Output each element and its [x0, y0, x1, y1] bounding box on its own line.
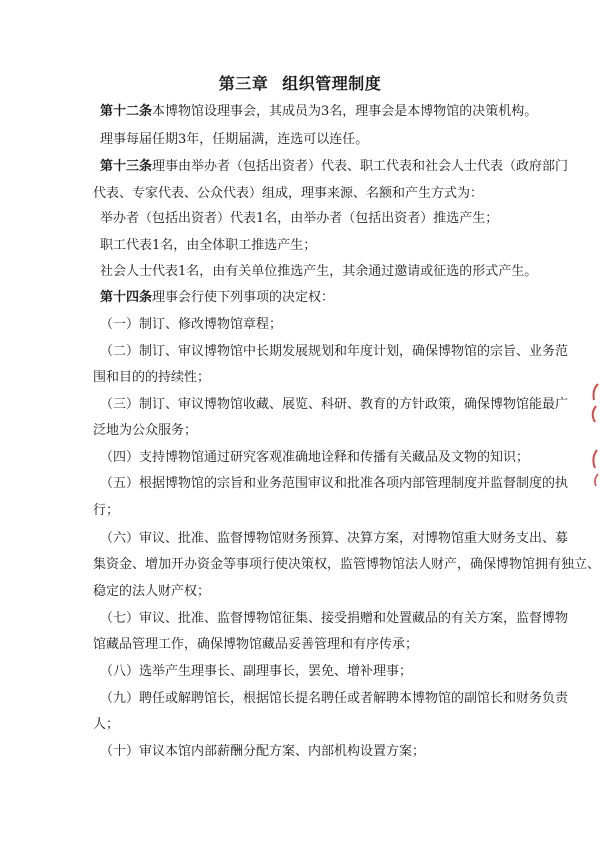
seal-arc-low: [593, 450, 597, 468]
seal-stamp-fragment: [586, 380, 600, 490]
paragraph-line: 行；: [93, 503, 120, 518]
paragraph-line: 第十二条本博物馆设理事会，其成员为3名，理事会是本博物馆的决策机构。: [100, 104, 538, 119]
paragraph-line: （一）制订、修改博物馆章程；: [100, 317, 283, 332]
paragraph-line: 泛地为公众服务；: [93, 423, 198, 438]
chapter-number: 第三章: [218, 74, 269, 93]
paragraph-line: 围和目的的持续性；: [93, 370, 211, 385]
seal-arc-mid: [593, 406, 596, 422]
paragraph-line: （十）审议本馆内部薪酬分配方案、内部机构设置方案；: [100, 744, 426, 759]
paragraph-line: （四）支持博物馆通过研究客观准确地诠释和传播有关藏品及文物的知识；: [100, 450, 530, 465]
paragraph-line: 举办者（包括出资者）代表1名，由举办者（包括出资者）推选产生；: [100, 211, 499, 226]
paragraph-line: （八）选举产生理事长、副理事长，罢免、增补理事；: [100, 664, 413, 679]
paragraph-line: 第十四条理事会行使下列事项的决定权：: [100, 290, 335, 305]
paragraph-line: （二）制订、审议博物馆中长期发展规划和年度计划，确保博物馆的宗旨、业务范: [100, 344, 569, 359]
paragraph-line: （七）审议、批准、监督博物馆征集、接受捐赠和处置藏品的有关方案，监督博物: [100, 611, 569, 626]
paragraph-line: 稳定的法人财产权；: [93, 584, 211, 599]
paragraph-line: 理事每届任期3年，任期届满，连选可以连任。: [100, 132, 369, 147]
seal-arc-bottom: [595, 474, 598, 486]
chapter-heading: [0, 74, 600, 94]
paragraph-line: 馆藏品管理工作，确保博物馆藏品妥善管理和有序传承；: [93, 637, 419, 652]
paragraph-line: （三）制订、审议博物馆收藏、展览、科研、教育的方针政策，确保博物馆能最广: [100, 397, 569, 412]
paragraph-line: 职工代表1名，由全体职工推选产生；: [100, 238, 317, 253]
paragraph-line: （六）审议、批准、监督博物馆财务预算、决算方案，对博物馆重大财务支出、募: [100, 531, 569, 546]
paragraph-line: （五）根据博物馆的宗旨和业务范围审议和批准各项内部管理制度并监督制度的执: [100, 476, 569, 491]
paragraph-line: 代表、专家代表、公众代表）组成，理事来源、名额和产生方式为：: [93, 186, 484, 201]
paragraph-line: （九）聘任或解聘馆长，根据馆长提名聘任或者解聘本博物馆的副馆长和财务负责: [100, 691, 569, 706]
paragraph-line: 社会人士代表1名，由有关单位推选产生，其余通过邀请或征选的形式产生。: [100, 264, 538, 279]
paragraph-line: 人；: [93, 717, 120, 732]
seal-arc-top: [594, 384, 599, 400]
paragraph-line: 集资金、增加开办资金等事项行使决策权，监管博物馆法人财产，确保博物馆拥有独立、: [93, 557, 600, 572]
chapter-name: 组织管理制度: [282, 74, 382, 93]
paragraph-line: 第十三条理事由举办者（包括出资者）代表、职工代表和社会人士代表（政府部门: [100, 159, 569, 174]
